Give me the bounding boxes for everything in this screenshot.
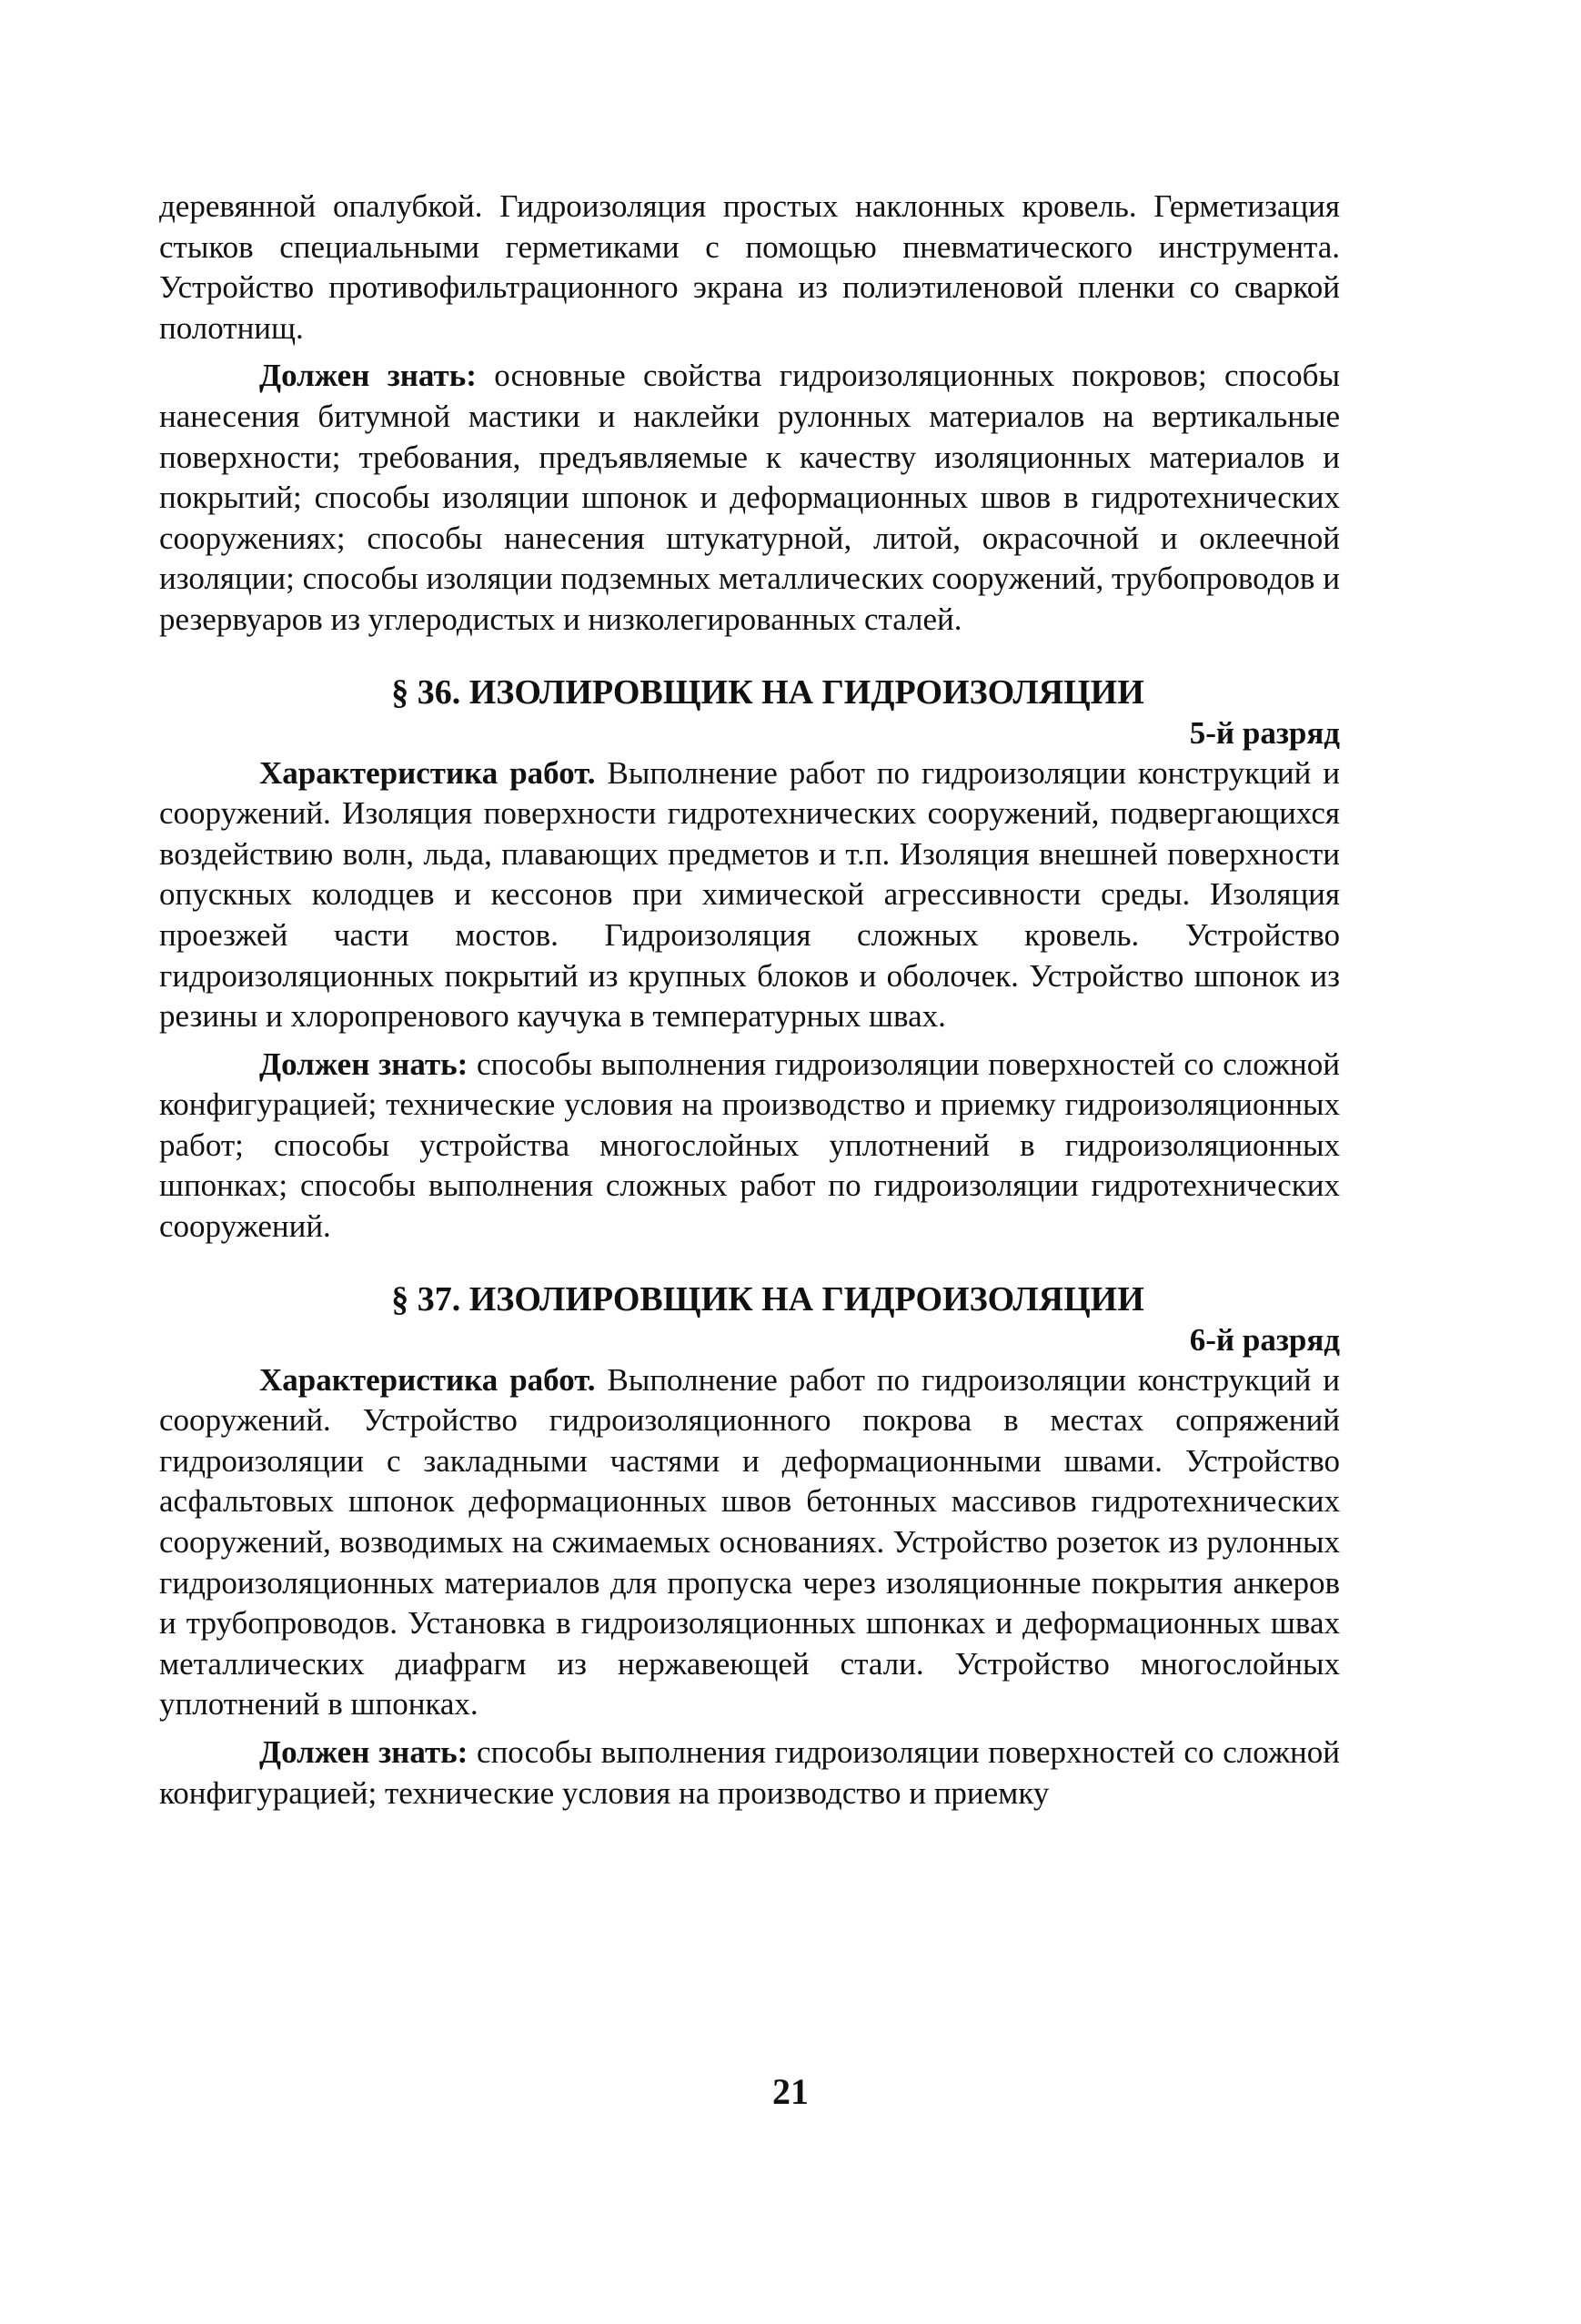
knowledge-text: основные свойства гидроизоляционных покровов; способы нанесения битумной мастики и наклейки рулонных материалов на вертикальные поверхности; требования, предъявляемые к качеству изоляционных материалов и покрытий; способы изоляции шпонок и деформационных швов в гидротехнических сооружениях; способы нанесения штукатурной, литой, окрасочной и оклеечной изоляции; способы изоляции подземных металлических сооружений, трубопроводов и резервуаров из углеродистых и низколегированных сталей. [159,358,1340,637]
section-36-knowledge-paragraph [159,1045,1340,1248]
knowledge-text: способы выполнения гидроизоляции поверхностей со сложной конфигурацией; технические условия на производство и приемку [159,1734,1340,1811]
section-36-work-paragraph [159,753,1340,1037]
section-36-grade: 5-й разряд [1189,714,1340,751]
work-text: Выполнение работ по гидроизоляции конструкций и сооружений. Изоляция поверхности гидротехнических сооружений, подвергающихся воздействию волн, льда, плавающих предметов и т.п. Изоляция внешней поверхности опускных колодцев и кессонов при химической агрессивности среды. Изоляция проезжей части мостов. Гидроизоляция сложных кровель. Устройство гидроизоляционных покрытий из крупных блоков и оболочек. Устройство шпонок из резины и хлоропренового каучука в температурных швах. [159,754,1340,1035]
work-label: Характеристика работ. [259,1361,596,1398]
intro-paragraph: деревянной опалубкой. Гидроизоляция простых наклонных кровель. Герметизация стыков специальными герметиками с помощью пневматического инструмента. Устройство противофильтрационного экрана из полиэтиленовой пленки со сваркой полотнищ. [159,188,1340,346]
page-content [159,187,1340,1814]
section-37-knowledge-paragraph [159,1733,1340,1814]
knowledge-label: Должен знать: [259,358,477,394]
section-36-title: § 36. ИЗОЛИРОВЩИК НА ГИДРОИЗОЛЯЦИИ [391,672,1144,712]
section-37-grade: 6-й разряд [1189,1321,1340,1358]
section-37-title: § 37. ИЗОЛИРОВЩИК НА ГИДРОИЗОЛЯЦИИ [391,1279,1144,1319]
knowledge-label: Должен знать: [259,1046,468,1082]
knowledge-label: Должен знать: [259,1734,468,1770]
section-37-work-paragraph [159,1360,1340,1725]
intro-knowledge-paragraph [159,356,1340,640]
knowledge-text: способы выполнения гидроизоляции поверхностей со сложной конфигурацией; технические условия на производство и приемку гидроизоляционных работ; способы устройства многослойных уплотнений в гидроизоляционных шпонках; способы выполнения сложных работ по гидроизоляции гидротехнических сооружений. [159,1046,1340,1245]
work-text: Выполнение работ по гидроизоляции конструкций и сооружений. Устройство гидроизоляционного покрова в местах сопряжений гидроизоляции с закладными частями и деформационными швами. Устройство асфальтовых шпонок деформационных швов бетонных массивов гидротехнических сооружений, возводимых на сжимаемых основаниях. Устройство розеток из рулонных гидроизоляционных материалов для пропуска через изоляционные покрытия анкеров и трубопроводов. Установка в гидроизоляционных шпонках и деформационных швах металлических диафрагм из нержавеющей стали. Устройство многослойных уплотнений в шпонках. [159,1361,1340,1723]
work-label: Характеристика работ. [259,754,596,791]
page-number: 21 [772,2071,809,2112]
